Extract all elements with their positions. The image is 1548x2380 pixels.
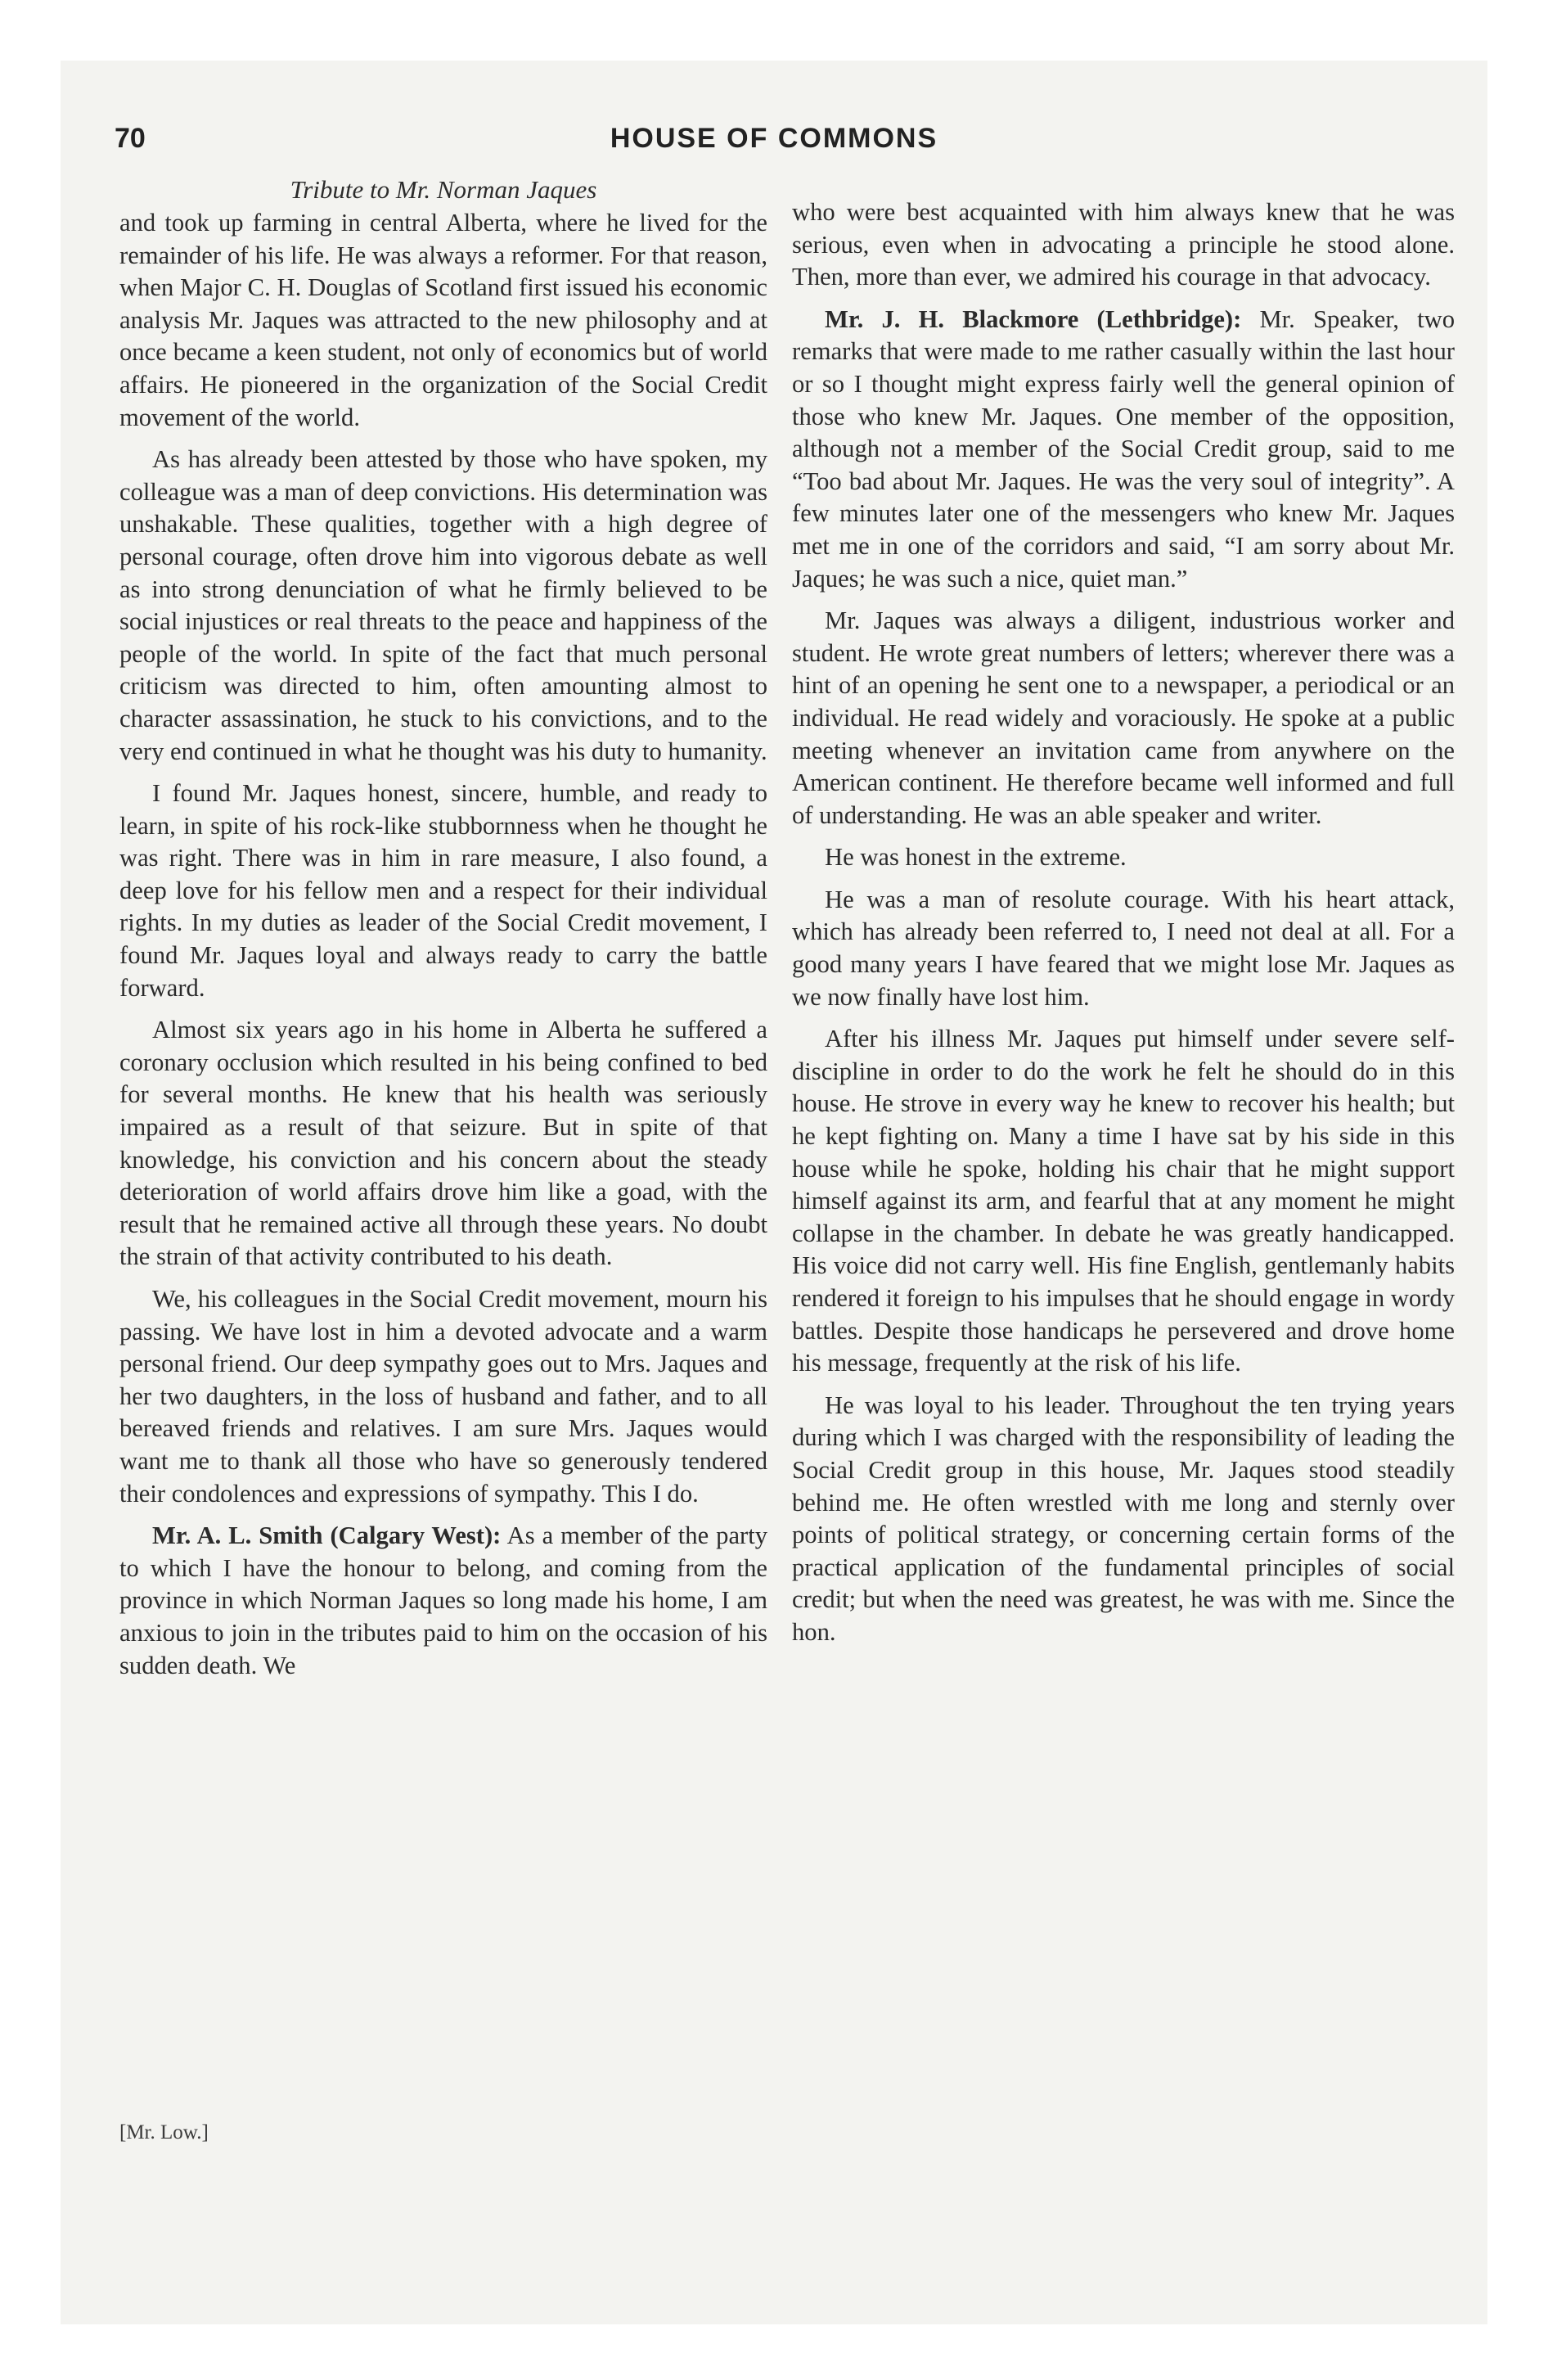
left-column: [119, 174, 767, 1692]
speech-text: Mr. Speaker, two remarks that were made to me rather casually within the last hour or so I thought might express fairly well the general opinion of those who knew Mr. Jaques. One member of the opposition, although not a member of the Social Credit group, said to me “Too bad about Mr. Jaques. He was the very soul of integrity”. A few minutes later one of the messengers who knew Mr. Jaques met me in one of the corridors and said, “I am sorry about Mr. Jaques; he was such a nice, quiet man.”: [792, 304, 1455, 593]
paragraph: Mr. Jaques was always a diligent, industrious worker and student. He wrote great numbers of letters; wherever there was a hint of an opening he sent one to a newspaper, a periodical or an individual. He read widely and voraciously. He spoke at a public meeting whenever an invitation came from anywhere on the American continent. He therefore became well informed and full of understanding. He was an able speaker and writer.: [792, 606, 1455, 829]
speech-paragraph: [119, 1520, 767, 1682]
paragraph: I found Mr. Jaques honest, sincere, humble, and ready to learn, in spite of his rock-like stubbornness when he thought he was right. There was in him in rare measure, I also found, a deep love for his fellow men and a respect for their individual rights. In my duties as leader of the Social Credit movement, I found Mr. Jaques loyal and always ready to carry the battle forward.: [119, 779, 767, 1002]
footer-note: [Mr. Low.]: [119, 2121, 209, 2143]
paragraph: Almost six years ago in his home in Alberta he suffered a coronary occlusion which resulted in his being confined to bed for several months. He knew that his health was seriously impaired as a result of that seizure. But in spite of that knowledge, his conviction and his concern about the steady deterioration of world affairs drove him like a goad, with the result that he remained active all through these years. No doubt the strain of that activity contributed to his death.: [119, 1016, 767, 1271]
running-head: HOUSE OF COMMONS: [610, 123, 938, 154]
right-column: [792, 196, 1455, 1659]
paragraph: who were best acquainted with him always knew that he was serious, even when in advocating a principle he stood alone. Then, more than ever, we admired his courage in that advocacy.: [792, 198, 1455, 291]
speaker-name: Mr. A. L. Smith (Calgary West):: [152, 1521, 502, 1550]
paragraph: We, his colleagues in the Social Credit movement, mourn his passing. We have lost in him a devoted advocate and a warm personal friend. Our deep sympathy goes out to Mrs. Jaques and her two daughters, in the loss of husband and father, and to all bereaved friends and relatives. I am sure Mrs. Jaques would want me to thank all those who have so generously tendered their condolences and expressions of sympathy. This I do.: [119, 1285, 767, 1508]
paragraph: He was a man of resolute courage. With his heart attack, which has already been referred to, I need not deal at all. For a good many years I have feared that we might lose Mr. Jaques as we now finally have lost him.: [792, 885, 1455, 1011]
paragraph: As has already been attested by those who have spoken, my colleague was a man of deep convictions. His determination was unshakable. These qualities, together with a high degree of personal courage, often drove him into vigorous debate as well as into strong denunciation of what he firmly believed to be social injustices or real threats to the peace and happiness of the people of the world. In spite of the fact that much personal criticism was directed to him, often amounting almost to character assassination, he stuck to his convictions, and to the very end continued in what he thought was his duty to humanity.: [119, 445, 767, 765]
paragraph: and took up farming in central Alberta, where he lived for the remainder of his life. He was always a reformer. For that reason, when Major C. H. Douglas of Scotland first issued his economic analysis Mr. Jaques was attracted to the new philosophy and at once became a keen student, not only of economics but of world affairs. He pioneered in the organization of the Social Credit movement of the world.: [119, 209, 767, 431]
section-title: Tribute to Mr. Norman Jaques: [290, 175, 597, 204]
paragraph: After his illness Mr. Jaques put himself under severe self-discipline in order to do the work he felt he should do in this house. He strove in every way he knew to recover his health; but he kept fighting on. Many a time I have sat by his side in this house while he spoke, holding his chair that he might support himself against its arm, and fearful that at any moment he might collapse in the chamber. In debate he was greatly handicapped. His voice did not carry well. His fine English, gentlemanly habits rendered it foreign to his impulses that he should engage in wordy battles. Despite those handicaps he persevered and drove home his message, frequently at the risk of his life.: [792, 1025, 1455, 1377]
speech-paragraph: [792, 304, 1455, 595]
page-number: 70: [115, 123, 146, 154]
paragraph: He was honest in the extreme.: [825, 843, 1127, 872]
speaker-name: Mr. J. H. Blackmore (Lethbridge):: [825, 304, 1242, 333]
speech-text: As a member of the party to which I have the honour to belong, and coming from the province in which Norman Jaques so long made his home, I am anxious to join in the tributes paid to him on the occasion of his sudden death. We: [119, 1521, 768, 1679]
paragraph: He was loyal to his leader. Throughout the ten trying years during which I was charged with the responsibility of leading the Social Credit group in this house, Mr. Jaques stood steadily behind me. He often wrestled with me long and sternly over points of political strategy, or concerning certain forms of the practical application of the fundamental principles of social credit; but when the need was greatest, he was with me. Since the hon.: [792, 1391, 1455, 1646]
